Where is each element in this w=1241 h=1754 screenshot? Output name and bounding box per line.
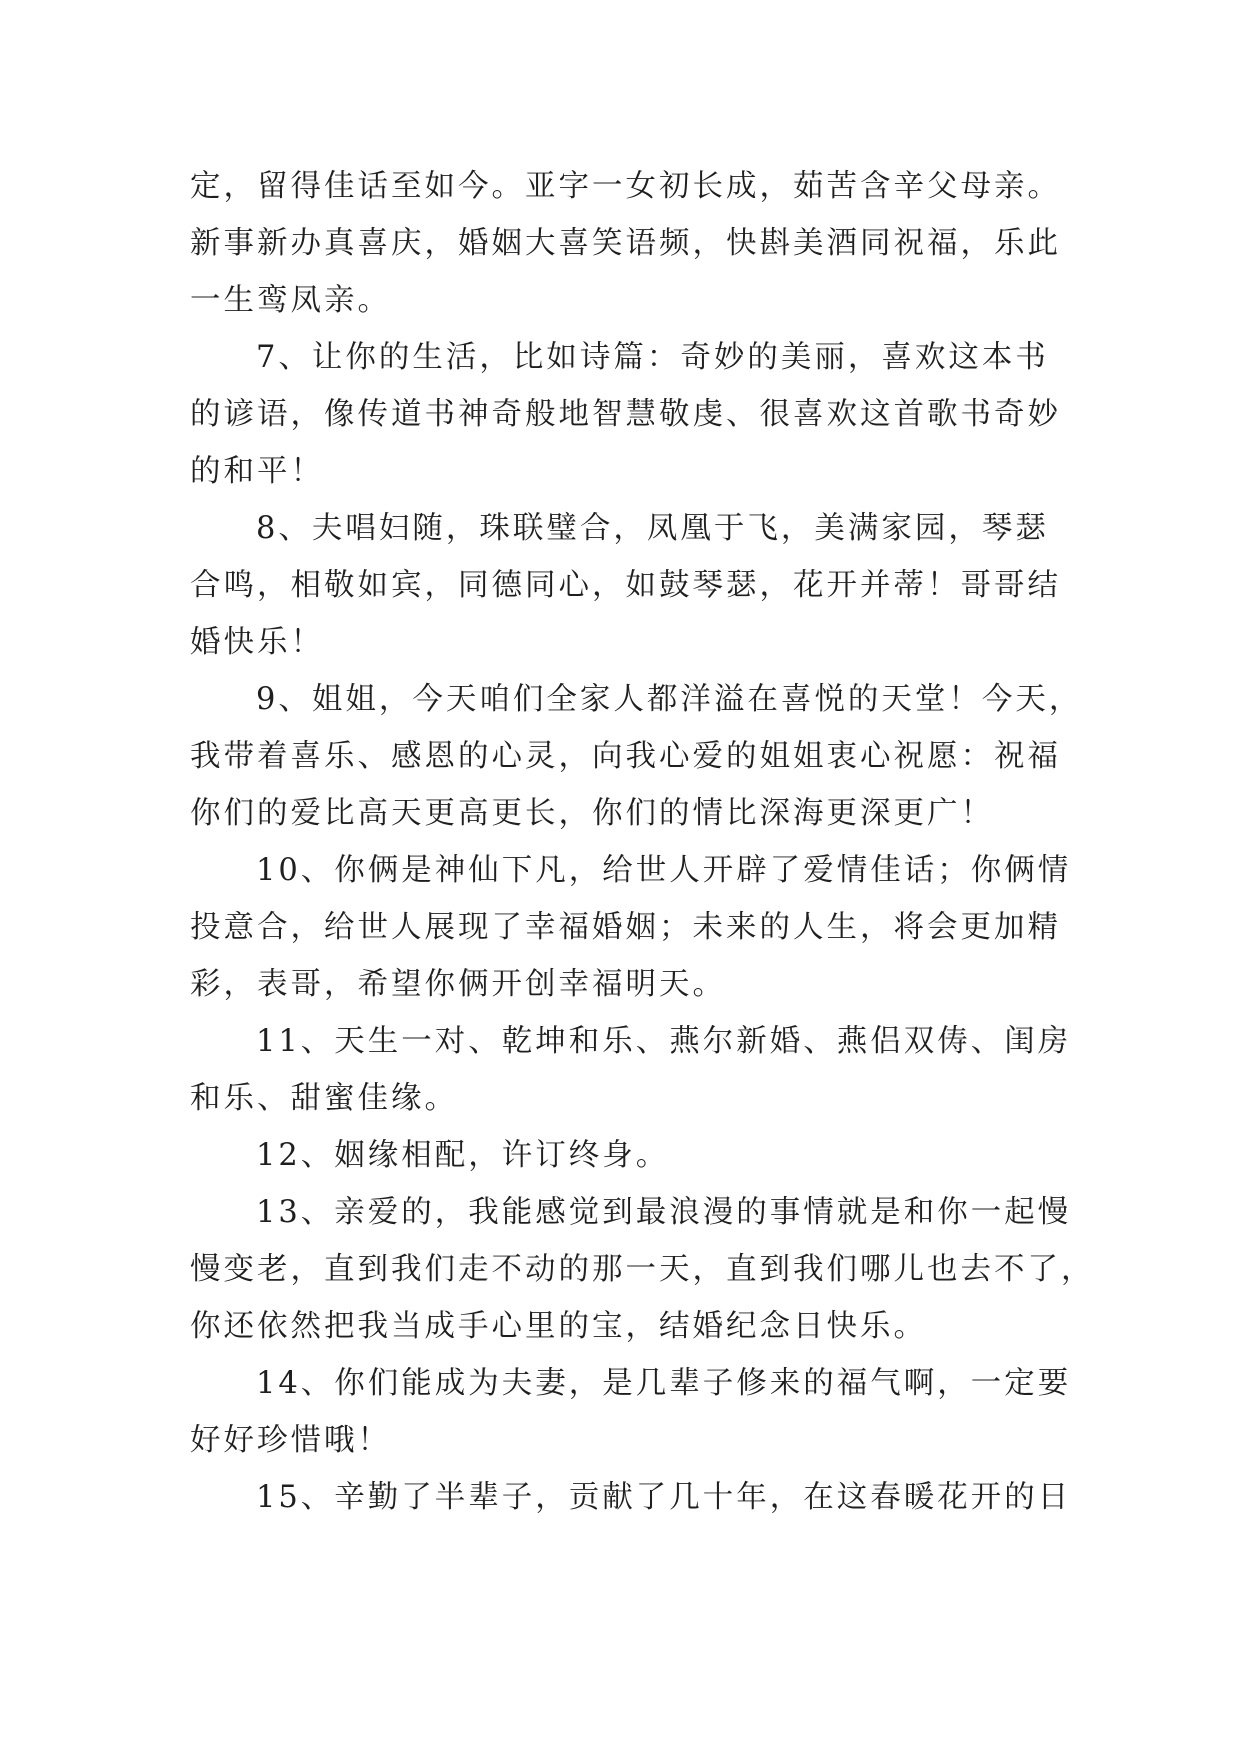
list-item-11: 11、天生一对、乾坤和乐、燕尔新婚、燕侣双俦、闺房 — [256, 1024, 1072, 1059]
text-line: 的和平！ — [190, 454, 324, 489]
list-item-10: 10、你俩是神仙下凡，给世人开辟了爱情佳话；你俩情 — [256, 853, 1072, 888]
text-line: 投意合，给世人展现了幸福婚姻；未来的人生，将会更加精 — [190, 910, 1061, 945]
text-line: 一生鸾凤亲。 — [190, 283, 391, 318]
text-line: 的谚语，像传道书神奇般地智慧敬虔、很喜欢这首歌书奇妙 — [190, 397, 1061, 432]
list-item-9: 9、姐姐，今天咱们全家人都洋溢在喜悦的天堂！今天， — [256, 682, 1083, 717]
list-item-13: 13、亲爱的，我能感觉到最浪漫的事情就是和你一起慢 — [256, 1195, 1072, 1230]
text-line: 和乐、甜蜜佳缘。 — [190, 1081, 458, 1116]
text-line: 彩，表哥，希望你俩开创幸福明天。 — [190, 967, 726, 1002]
text-line: 好好珍惜哦！ — [190, 1423, 391, 1458]
text-line: 你还依然把我当成手心里的宝，结婚纪念日快乐。 — [190, 1309, 927, 1344]
text-line: 新事新办真喜庆，婚姻大喜笑语频，快斟美酒同祝福，乐此 — [190, 226, 1061, 261]
list-item-8: 8、夫唱妇随，珠联璧合，凤凰于飞，美满家园，琴瑟 — [256, 511, 1049, 546]
text-line: 定，留得佳话至如今。亚字一女初长成，茹苦含辛父母亲。 — [190, 169, 1061, 204]
list-item-15: 15、辛勤了半辈子，贡献了几十年，在这春暖花开的日 — [256, 1480, 1072, 1515]
text-line: 我带着喜乐、感恩的心灵，向我心爱的姐姐衷心祝愿：祝福 — [190, 739, 1061, 774]
list-item-7: 7、让你的生活，比如诗篇：奇妙的美丽，喜欢这本书 — [256, 340, 1049, 375]
text-line: 婚快乐！ — [190, 625, 324, 660]
list-item-12: 12、姻缘相配，许订终身。 — [256, 1138, 670, 1173]
text-line: 你们的爱比高天更高更长，你们的情比深海更深更广！ — [190, 796, 994, 831]
list-item-14: 14、你们能成为夫妻，是几辈子修来的福气啊，一定要 — [256, 1366, 1072, 1401]
text-line: 慢变老，直到我们走不动的那一天，直到我们哪儿也去不了， — [190, 1252, 1095, 1287]
text-line: 合鸣，相敬如宾，同德同心，如鼓琴瑟，花开并蒂！哥哥结 — [190, 568, 1061, 603]
